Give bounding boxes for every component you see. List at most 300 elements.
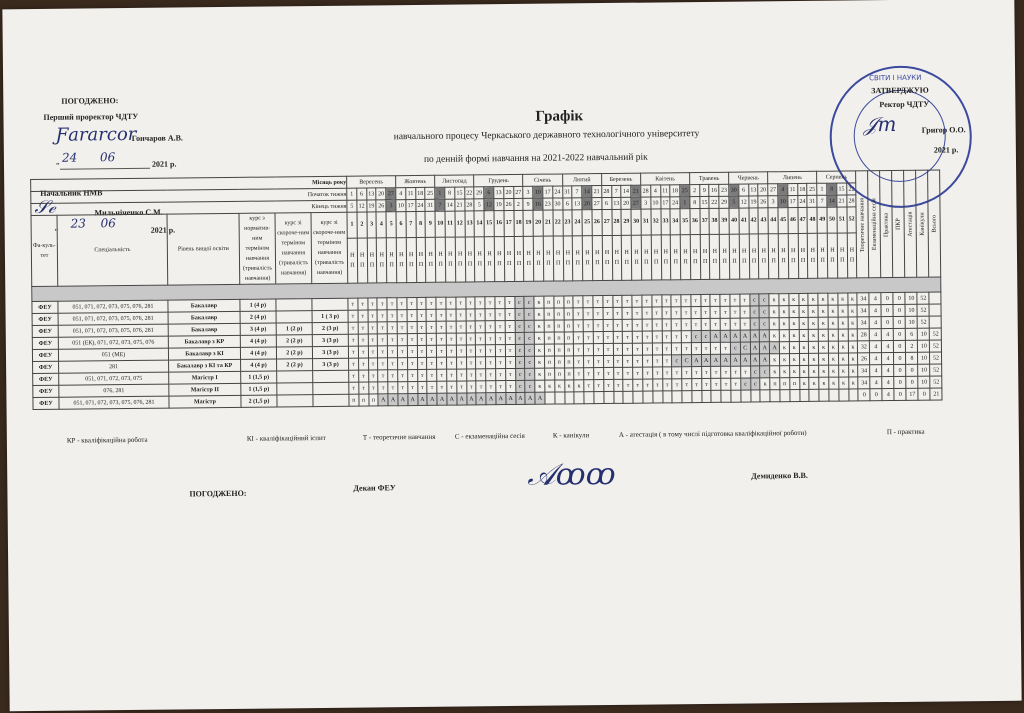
- schedule-cell: т: [397, 334, 407, 346]
- schedule-cell: к: [799, 365, 809, 377]
- schedule-cell: [839, 389, 849, 401]
- week-end-cell: 29: [719, 196, 729, 208]
- schedule-cell: т: [476, 321, 486, 333]
- schedule-cell: [564, 392, 574, 404]
- schedule-cell: [721, 390, 731, 402]
- schedule-cell: т: [642, 343, 652, 355]
- schedule-cell: т: [358, 298, 368, 310]
- schedule-cell: т: [701, 366, 711, 378]
- agreed-label: ПОГОДЖЕНО:: [61, 96, 119, 106]
- schedule-cell: к: [760, 378, 770, 390]
- schedule-cell: т: [388, 382, 398, 394]
- week-end-cell: 6: [602, 197, 612, 209]
- summary-cell: 4: [870, 341, 882, 353]
- week-end-cell: 19: [366, 200, 376, 212]
- specialty-cell: 076, 281: [59, 384, 169, 397]
- course2-cell: 2 (2 р): [276, 335, 312, 347]
- parity-cell: Н П: [788, 233, 798, 278]
- summary-cell: 2: [906, 340, 918, 352]
- schedule-cell: т: [436, 321, 446, 333]
- schedule-cell: т: [427, 321, 437, 333]
- col-course2: курс зі скороче-ним терміном навчання (тривалість навчання): [275, 213, 312, 284]
- month-cell: Червень: [729, 172, 768, 184]
- summary-cell: 52: [930, 364, 942, 376]
- schedule-cell: т: [476, 333, 486, 345]
- schedule-cell: к: [819, 377, 829, 389]
- schedule-cell: т: [466, 381, 476, 393]
- schedule-cell: т: [583, 296, 593, 308]
- parity-cell: Н П: [769, 234, 779, 279]
- schedule-cell: т: [427, 357, 437, 369]
- schedule-cell: т: [623, 379, 633, 391]
- week-end-cell: 7: [435, 199, 445, 211]
- schedule-cell: к: [770, 330, 780, 342]
- schedule-cell: т: [681, 307, 691, 319]
- summary-cell: 0: [881, 293, 893, 305]
- course3-cell: 1 ( 3 р): [312, 310, 348, 322]
- schedule-cell: к: [848, 329, 858, 341]
- schedule-cell: т: [505, 368, 515, 380]
- schedule-cell: т: [348, 346, 358, 358]
- schedule-cell: [584, 392, 594, 404]
- week-start-cell: 22: [846, 183, 856, 195]
- schedule-cell: т: [377, 298, 387, 310]
- schedule-cell: п: [564, 368, 574, 380]
- specialty-cell: 051 (ЕК), 071, 072, 073, 075, 076: [58, 336, 168, 349]
- legend-a: А - атестація ( в тому числі підготовка кваліфікаційної роботи): [618, 428, 807, 439]
- schedule-cell: т: [701, 342, 711, 354]
- week-end-cell: 20: [621, 197, 631, 209]
- specialty-cell: 051, 071, 072, 073, 075, 076, 281: [59, 396, 169, 409]
- week-end-cell: 7: [817, 195, 827, 207]
- schedule-cell: с: [525, 332, 535, 344]
- summary-cell: 34: [858, 317, 870, 329]
- schedule-cell: А: [535, 392, 545, 404]
- summary-cell: 0: [894, 388, 906, 400]
- schedule-cell: к: [819, 353, 829, 365]
- week-start-cell: 25: [680, 185, 690, 197]
- schedule-cell: т: [701, 378, 711, 390]
- week-number: 11: [445, 211, 455, 237]
- date1-underline: [60, 168, 150, 170]
- prorector-signature: Ƒаrarcor: [55, 123, 137, 146]
- schedule-cell: т: [652, 295, 662, 307]
- week-start-cell: 24: [552, 186, 562, 198]
- schedule-cell: т: [740, 318, 750, 330]
- schedule-cell: к: [848, 377, 858, 389]
- parity-cell: Н П: [690, 234, 700, 279]
- schedule-cell: п: [564, 332, 574, 344]
- week-start-cell: 6: [357, 188, 367, 200]
- summary-cell: 0: [894, 316, 906, 328]
- schedule-cell: [623, 391, 633, 403]
- schedule-cell: т: [437, 345, 447, 357]
- date2-month: 06: [100, 216, 116, 231]
- week-number: 38: [709, 208, 719, 234]
- week-start-cell: 29: [474, 187, 484, 199]
- week-number: 9: [425, 211, 435, 237]
- schedule-cell: т: [642, 307, 652, 319]
- schedule-cell: к: [828, 329, 838, 341]
- schedule-cell: к: [829, 377, 839, 389]
- schedule-cell: т: [447, 369, 457, 381]
- schedule-cell: т: [378, 322, 388, 334]
- schedule-cell: т: [505, 296, 515, 308]
- schedule-cell: т: [692, 367, 702, 379]
- week-end-cell: 10: [778, 196, 788, 208]
- schedule-cell: к: [799, 377, 809, 389]
- schedule-cell: к: [789, 341, 799, 353]
- course3-cell: 3 (3 р): [313, 358, 349, 370]
- course2-cell: 1 (2 р): [276, 323, 312, 335]
- week-number: 8: [416, 211, 426, 237]
- parity-cell: Н П: [759, 234, 769, 279]
- legend-ki: КІ - кваліфікаційний іспит: [246, 433, 326, 443]
- schedule-cell: к: [535, 356, 545, 368]
- col-course3: курс зі скороче-ним терміном навчання (тривалість навчання): [311, 212, 348, 283]
- schedule-cell: т: [603, 379, 613, 391]
- schedule-cell: к: [809, 377, 819, 389]
- schedule-cell: к: [789, 317, 799, 329]
- summary-cell: 4: [870, 317, 882, 329]
- schedule-cell: т: [358, 346, 368, 358]
- schedule-cell: т: [476, 345, 486, 357]
- week-number: 36: [690, 209, 700, 235]
- week-end-cell: 15: [700, 196, 710, 208]
- faculty-cell: ФЕУ: [33, 397, 59, 409]
- schedule-cell: т: [623, 367, 633, 379]
- week-start-cell: 4: [650, 185, 660, 197]
- schedule-cell: т: [505, 320, 515, 332]
- summary-cell: 52: [930, 376, 942, 388]
- specialty-cell: 051, 071, 072, 073, 075, 076, 281: [58, 324, 168, 337]
- schedule-cell: т: [495, 309, 505, 321]
- parity-cell: Н П: [739, 234, 749, 279]
- schedule-cell: п: [544, 320, 554, 332]
- summary-cell: [929, 304, 941, 316]
- schedule-cell: А: [731, 354, 741, 366]
- schedule-cell: с: [759, 294, 769, 306]
- week-start-cell: 10: [533, 186, 543, 198]
- schedule-cell: п: [544, 344, 554, 356]
- schedule-cell: к: [799, 293, 809, 305]
- week-number: 37: [700, 208, 710, 234]
- schedule-cell: [633, 391, 643, 403]
- schedule-cell: т: [388, 358, 398, 370]
- week-end-cell: 3: [641, 197, 651, 209]
- schedule-cell: т: [740, 306, 750, 318]
- schedule-cell: п: [770, 378, 780, 390]
- week-end-cell: 9: [523, 198, 533, 210]
- summary-cell: 4: [869, 305, 881, 317]
- schedule-cell: т: [603, 355, 613, 367]
- schedule-cell: [770, 390, 780, 402]
- schedule-cell: т: [466, 345, 476, 357]
- schedule-cell: т: [574, 368, 584, 380]
- schedule-cell: т: [671, 319, 681, 331]
- schedule-cell: А: [750, 342, 760, 354]
- summary-cell: 4: [870, 329, 882, 341]
- schedule-cell: т: [622, 295, 632, 307]
- schedule-cell: к: [545, 380, 555, 392]
- week-end-cell: 31: [425, 199, 435, 211]
- week-end-cell: 10: [651, 197, 661, 209]
- schedule-cell: т: [427, 345, 437, 357]
- schedule-cell: т: [417, 381, 427, 393]
- summary-cell: 28: [858, 329, 870, 341]
- course1-cell: 2 (1,5 р): [241, 395, 277, 407]
- schedule-cell: т: [711, 342, 721, 354]
- schedule-cell: т: [613, 343, 623, 355]
- schedule-cell: т: [495, 297, 505, 309]
- course2-cell: [277, 383, 313, 395]
- schedule-cell: т: [456, 297, 466, 309]
- schedule-cell: к: [839, 377, 849, 389]
- schedule-cell: т: [593, 320, 603, 332]
- parity-cell: Н П: [592, 235, 602, 280]
- schedule-cell: [594, 392, 604, 404]
- schedule-cell: т: [593, 344, 603, 356]
- week-number: 34: [670, 209, 680, 235]
- parity-cell: Н П: [406, 237, 416, 282]
- parity-cell: Н П: [661, 235, 671, 280]
- parity-cell: Н П: [445, 237, 455, 282]
- level-cell: Бакалавр: [168, 323, 240, 336]
- schedule-cell: А: [417, 393, 427, 405]
- date2-day: 23: [70, 216, 86, 231]
- schedule-cell: А: [388, 394, 398, 406]
- schedule-cell: т: [398, 382, 408, 394]
- summary-cell: 0: [918, 388, 930, 400]
- schedule-cell: т: [662, 367, 672, 379]
- schedule-cell: с: [525, 380, 535, 392]
- schedule-cell: т: [476, 369, 486, 381]
- schedule-cell: т: [701, 294, 711, 306]
- week-number: 21: [543, 210, 553, 236]
- schedule-cell: к: [535, 368, 545, 380]
- schedule-cell: п: [554, 308, 564, 320]
- week-end-cell: 26: [504, 198, 514, 210]
- schedule-cell: т: [691, 307, 701, 319]
- schedule-cell: к: [838, 305, 848, 317]
- week-number: 23: [563, 210, 573, 236]
- week-start-cell: 1: [435, 187, 445, 199]
- schedule-cell: т: [485, 297, 495, 309]
- summary-cell: 10: [918, 328, 930, 340]
- week-end-cell: 3: [768, 196, 778, 208]
- week-end-cell: 12: [484, 199, 494, 211]
- week-start-cell: 13: [494, 187, 504, 199]
- summary-cell: 10: [905, 292, 917, 304]
- schedule-cell: п: [349, 394, 359, 406]
- schedule-cell: п: [554, 332, 564, 344]
- schedule-cell: А: [515, 392, 525, 404]
- week-start-cell: 4: [396, 188, 406, 200]
- schedule-cell: т: [613, 331, 623, 343]
- course3-cell: [313, 370, 349, 382]
- summary-cell: 34: [858, 377, 870, 389]
- schedule-cell: т: [662, 331, 672, 343]
- bottom-agreed: ПОГОДЖЕНО:: [189, 488, 247, 499]
- schedule-cell: к: [574, 380, 584, 392]
- week-number: 31: [641, 209, 651, 235]
- week-end-cell: 30: [553, 198, 563, 210]
- schedule-cell: с: [760, 366, 770, 378]
- nmv-signature: 𝒮ℯ: [34, 196, 56, 218]
- schedule-cell: к: [769, 294, 779, 306]
- schedule-cell: А: [730, 330, 740, 342]
- schedule-cell: [800, 389, 810, 401]
- schedule-cell: с: [750, 378, 760, 390]
- week-number: 19: [523, 210, 533, 236]
- schedule-cell: к: [534, 308, 544, 320]
- schedule-cell: А: [760, 330, 770, 342]
- schedule-cell: т: [348, 322, 358, 334]
- summary-cell: 17: [906, 388, 918, 400]
- schedule-cell: т: [740, 294, 750, 306]
- week-start-cell: 21: [592, 186, 602, 198]
- week-start-cell: 13: [366, 188, 376, 200]
- parity-cell: Н П: [367, 238, 377, 283]
- schedule-cell: с: [741, 378, 751, 390]
- schedule-table: [30, 170, 943, 411]
- schedule-cell: т: [711, 366, 721, 378]
- schedule-cell: т: [720, 294, 730, 306]
- week-end-cell: 2: [513, 198, 523, 210]
- month-cell: Листопад: [435, 175, 474, 187]
- schedule-cell: т: [692, 379, 702, 391]
- summary-cell: 52: [930, 328, 942, 340]
- schedule-cell: т: [623, 355, 633, 367]
- week-end-cell: 3: [386, 200, 396, 212]
- schedule-cell: [751, 390, 761, 402]
- schedule-cell: т: [662, 319, 672, 331]
- level-cell: Бакалавр з КІ: [168, 347, 240, 360]
- schedule-cell: т: [505, 332, 515, 344]
- schedule-cell: т: [417, 321, 427, 333]
- schedule-cell: т: [465, 297, 475, 309]
- course2-cell: 2 (2 р): [276, 347, 312, 359]
- parity-cell: Н П: [484, 236, 494, 281]
- schedule-cell: т: [387, 322, 397, 334]
- parity-cell: Н П: [798, 233, 808, 278]
- schedule-cell: т: [436, 333, 446, 345]
- schedule-cell: т: [426, 297, 436, 309]
- schedule-cell: т: [349, 382, 359, 394]
- schedule-cell: т: [583, 320, 593, 332]
- parity-cell: Н П: [837, 233, 847, 278]
- schedule-cell: т: [427, 369, 437, 381]
- legend-s: С - екзаменаційна сесія: [454, 431, 525, 441]
- week-start-cell: 7: [611, 185, 621, 197]
- week-end-cell: 12: [357, 200, 367, 212]
- schedule-cell: т: [681, 319, 691, 331]
- week-start-cell: 15: [455, 187, 465, 199]
- schedule-cell: к: [848, 317, 858, 329]
- week-end-cell: 19: [494, 199, 504, 211]
- summary-cell: 21: [930, 388, 942, 400]
- week-end-cell: 28: [846, 195, 856, 207]
- week-end-cell: 28: [464, 199, 474, 211]
- week-number: 35: [680, 209, 690, 235]
- schedule-cell: т: [593, 308, 603, 320]
- week-start-cell: 25: [425, 187, 435, 199]
- col-faculty: Фа-куль-тет: [31, 215, 58, 286]
- parity-cell: Н П: [671, 235, 681, 280]
- week-number: 41: [739, 208, 749, 234]
- parity-cell: Н П: [524, 236, 534, 281]
- schedule-cell: с: [514, 296, 524, 308]
- schedule-cell: т: [633, 379, 643, 391]
- schedule-cell: к: [534, 296, 544, 308]
- week-number: 7: [406, 212, 416, 238]
- schedule-cell: т: [701, 318, 711, 330]
- course1-cell: 4 (4 р): [240, 347, 276, 359]
- parity-cell: Н П: [475, 237, 485, 282]
- schedule-cell: т: [720, 306, 730, 318]
- schedule-cell: т: [456, 357, 466, 369]
- parity-cell: Н П: [700, 234, 710, 279]
- month-cell: Вересень: [347, 176, 396, 189]
- week-start-cell: 27: [386, 188, 396, 200]
- summary-cell: 4: [882, 364, 894, 376]
- schedule-cell: т: [387, 298, 397, 310]
- schedule-cell: т: [378, 382, 388, 394]
- week-end-cell: 24: [798, 195, 808, 207]
- schedule-cell: т: [633, 355, 643, 367]
- schedule-cell: т: [446, 321, 456, 333]
- schedule-cell: с: [524, 320, 534, 332]
- schedule-cell: к: [838, 353, 848, 365]
- schedule-cell: т: [447, 381, 457, 393]
- schedule-cell: т: [730, 306, 740, 318]
- schedule-cell: т: [652, 367, 662, 379]
- month-cell: Жовтень: [396, 175, 435, 187]
- schedule-cell: т: [682, 379, 692, 391]
- schedule-cell: к: [809, 365, 819, 377]
- parity-cell: Н П: [553, 236, 563, 281]
- schedule-cell: т: [378, 370, 388, 382]
- rector-name: Григор О.О.: [921, 125, 966, 135]
- schedule-cell: т: [368, 346, 378, 358]
- faculty-cell: ФЕУ: [32, 337, 58, 349]
- schedule-cell: т: [573, 308, 583, 320]
- schedule-cell: А: [447, 393, 457, 405]
- schedule-cell: [682, 391, 692, 403]
- schedule-cell: т: [711, 318, 721, 330]
- schedule-cell: т: [710, 306, 720, 318]
- week-start-cell: 11: [660, 185, 670, 197]
- schedule-cell: т: [730, 294, 740, 306]
- schedule-cell: к: [534, 320, 544, 332]
- schedule-cell: т: [672, 343, 682, 355]
- faculty-cell: ФЕУ: [32, 301, 58, 313]
- schedule-cell: к: [534, 332, 544, 344]
- quote-mark-2: „: [54, 222, 59, 232]
- schedule-cell: т: [603, 331, 613, 343]
- schedule-cell: т: [652, 319, 662, 331]
- schedule-cell: т: [584, 380, 594, 392]
- col-level: Рівень вищої освіти: [167, 213, 240, 285]
- rector-signature: 𝒥m: [863, 111, 897, 137]
- schedule-cell: т: [623, 343, 633, 355]
- parity-cell: Н П: [377, 238, 387, 283]
- week-start-cell: 28: [641, 185, 651, 197]
- schedule-cell: т: [720, 318, 730, 330]
- schedule-cell: т: [672, 331, 682, 343]
- week-number: 30: [631, 209, 641, 235]
- summary-cell: 0: [882, 317, 894, 329]
